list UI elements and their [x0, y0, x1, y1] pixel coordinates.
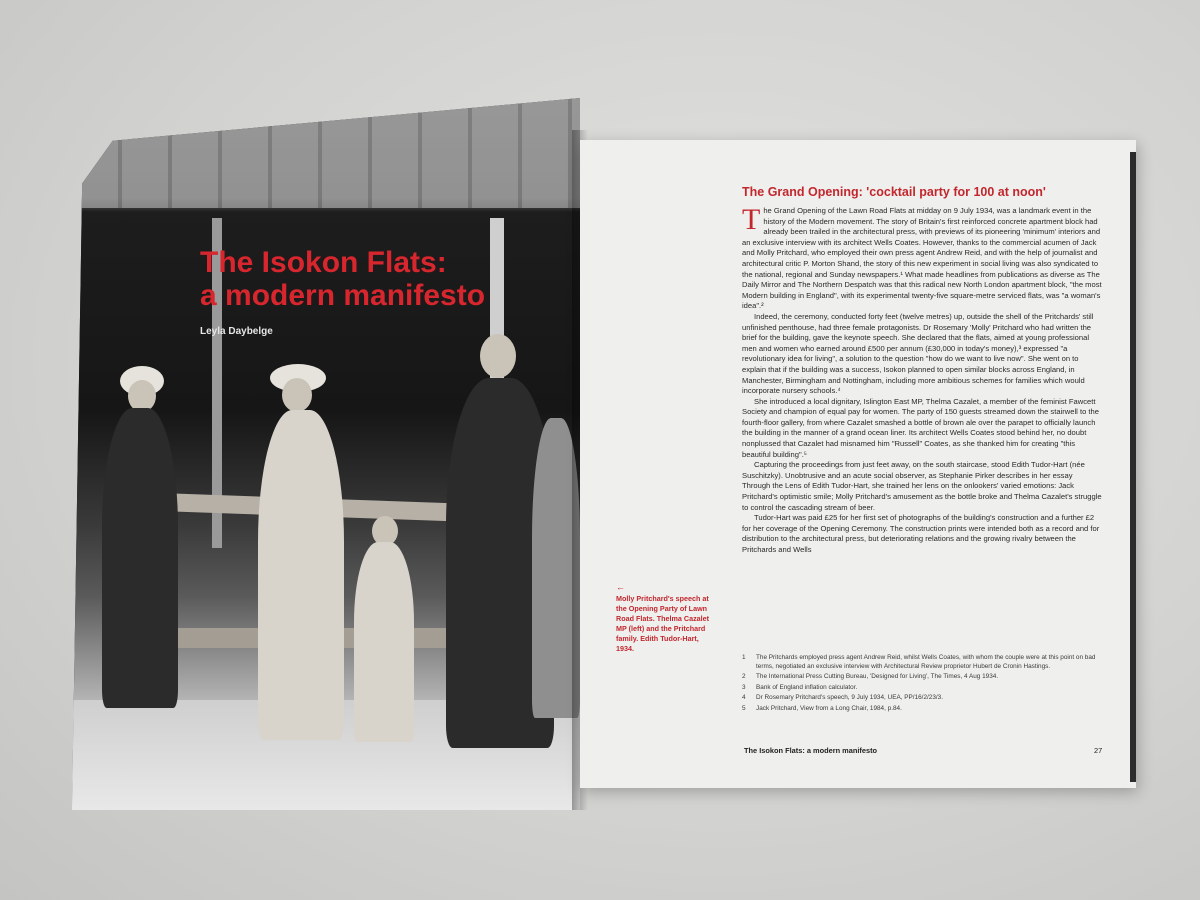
footnote-number: 2	[742, 673, 746, 681]
paragraph: Indeed, the ceremony, conducted forty feet (twelve metres) up, outside the shell of the Pritchards' still unfinished penthouse, had three female protagonists. Dr Rosemary 'Molly' Pritchard who had written the brief for the building, gave the keynote speech. She declared that the flats, aimed at young professional men and women who earned around £500 per annum (£30,000 in today's money),³ expressed "a revolutionary idea for living", a solution to the question "how do we want to live now". She went on to explain that if the building was a success, Isokon planned to open similar blocks across England, in Manchester, Birmingham and Nottingham, including more ambitious schemes for families which would incorporate nursery schools.⁴	[742, 311, 1094, 396]
woman-light-dress	[258, 410, 344, 740]
article-body	[742, 206, 1102, 646]
photo-caption	[616, 582, 716, 654]
footnote	[742, 705, 1102, 714]
footnote-number: 4	[742, 694, 746, 702]
footnote-text: The International Press Cutting Bureau, 'Designed for Living', The Times, 4 Aug 1934.	[756, 673, 999, 681]
drop-cap: T	[742, 206, 761, 236]
child-figure	[354, 542, 414, 742]
paragraph: Tudor-Hart was paid £25 for her first set of photographs of the building's construction and a further £2 for her coverage of the Opening Ceremony. The construction prints were intended both as a record and for distribution to the architectural press, but deteriorating relations and the growing rivalry between the Pritchards and Wells	[742, 513, 1100, 554]
running-footer-title: The Isokon Flats: a modern manifesto	[744, 746, 878, 755]
paragraph: Capturing the proceedings from just feet away, on the south staircase, stood Edith Tudor-Hart (née Suschitzky). Unobtrusive and an acute social observer, as Stephanie Pirker describes in her essay Through the Lens of Edith Tudor-Hart, she trained her lens on the onlookers' varied emotions: Jack Pritchard's optimistic smile; Molly Pritchard's amusement as the bottle broke and Thelma Cazalet's struggle to control the cascading stream of beer.	[742, 460, 1102, 512]
concrete-canopy	[72, 98, 580, 208]
left-arrow-icon: ←	[616, 582, 625, 592]
footnote-text: The Pritchards employed press agent Andrew Reid, whilst Wells Coates, with whom the couple were at this point on bad terms, negotiated an exclusive interview with Architectural Review proprietor Hubert de Cronin Hastings.	[756, 654, 1096, 670]
section-heading: The Grand Opening: 'cocktail party for 100 at noon'	[742, 185, 1046, 199]
man-head	[480, 334, 516, 378]
page-number: 27	[1094, 746, 1103, 755]
footnote	[742, 673, 1102, 682]
chapter-author: Leyla Daybelge	[200, 326, 273, 337]
footnote-text: Bank of England inflation calculator.	[756, 683, 858, 691]
chapter-title-line-2: a modern manifesto	[200, 279, 486, 312]
footnote-number: 3	[742, 683, 746, 691]
footnote	[742, 694, 1102, 703]
chapter-title	[200, 246, 530, 312]
footnote	[742, 654, 1102, 671]
paragraph: She introduced a local dignitary, Islington East MP, Thelma Cazalet, a member of the feminist Fawcett Society and champion of equal pay for women. The party of 150 guests streamed down the stairwell to the fourth-floor gallery, from where Cazalet smashed a bottle of brown ale over the parapet to officially launch the building in the manner of a grand ocean liner. Its architect Wells Coates stood behind her, no doubt nonplussed that Cazalet had misnamed him "Russell" Coates, as she thanked him for creating "this beautiful building".⁵	[742, 396, 1099, 459]
left-page-photo	[72, 98, 580, 810]
chapter-title-line-1: The Isokon Flats:	[200, 246, 447, 279]
opening-party-photograph	[72, 98, 580, 810]
paragraph	[742, 206, 1102, 312]
woman-dark-dress	[102, 408, 178, 708]
photo-caption-text: Molly Pritchard's speech at the Opening Party of Lawn Road Flats. Thelma Cazalet MP (left) and the Pritchard family. Edith Tudor-Hart, 1934.	[616, 594, 710, 653]
footnote-number: 5	[742, 704, 746, 712]
footnote-text: Dr Rosemary Pritchard's speech, 9 July 1934, UEA, PP/16/2/23/3.	[756, 694, 943, 702]
footnote	[742, 684, 1102, 693]
page-edge	[1130, 152, 1136, 782]
footnote-number: 1	[742, 654, 746, 661]
footnote-text: Jack Pritchard, View from a Long Chair, 1984, p.84.	[756, 704, 902, 712]
paragraph-text: he Grand Opening of the Lawn Road Flats at midday on 9 July 1934, was a landmark event in the history of the Modern movement. The story of Britain's first reinforced concrete apartment block had already been trailed in the architectural press, with previews of its pioneering 'minimum' interiors and an exclusive interview with its architect Wells Coates. However, thanks to the commercial acumen of Jack and Molly Pritchard, who employed their own press agent Andrew Reid, and with the help of journalist and architectural critic P. Morton Shand, the story of this new experiment in social living was also syndicated to the national, regional and Sunday newspapers.¹ What made headlines from publications as diverse as The Daily Mirror and The Northern Despatch was that this radical new North London apartment block, "the most Modern building in England", with its experimental twenty-five square-metre serviced flats, was "a woman's idea".²	[742, 206, 1102, 311]
figure-head	[282, 378, 312, 412]
footnotes	[742, 654, 1102, 716]
